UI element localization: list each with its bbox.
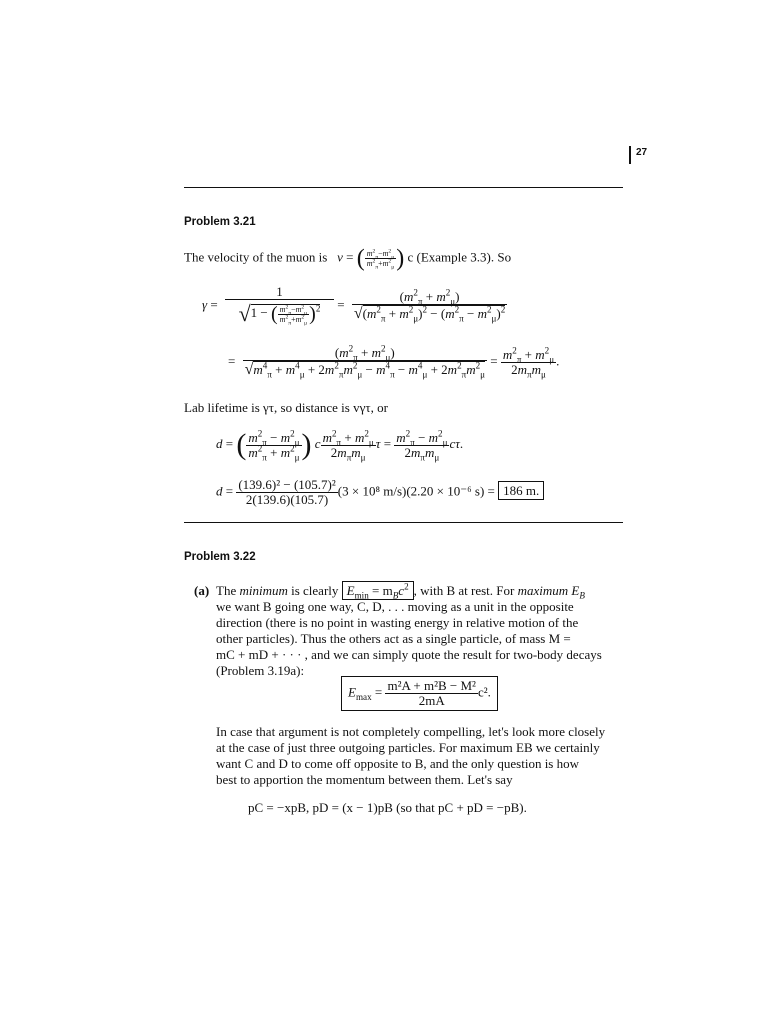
emin-box: $E_{min} = m_Bc^2$ [342, 581, 414, 600]
momentum-equation: pC = −xpB, pD = (x − 1)pB (so that pC + pD = −pB). [248, 800, 527, 815]
numeric-denominator: 2(139.6)(105.7) [245, 492, 329, 507]
paragraph-2-line4: best to apportion the momentum between them. Let's say [216, 772, 513, 787]
middle-rule [184, 522, 623, 523]
velocity-intro: The velocity of the muon is v = ( $\frac{m^2_\pi-m^2_\mu}{m^2_\pi+m^2_\mu}$ ) c (Example 3.3). So [184, 245, 512, 272]
page-number: 27 [629, 146, 647, 164]
numeric-factor: (3 × 10⁸ m/s)(2.20 × 10⁻⁶ s) = [337, 483, 495, 499]
lifetime-text: Lab lifetime is γτ, so distance is vγτ, or [184, 400, 388, 415]
paragraph-1: The minimum is clearly $E_{min} = m_Bc^2$ , with B at rest. For maximum $E_B$ [216, 581, 585, 601]
para1-text-c: is clearly [291, 583, 339, 598]
numeric-numerator: (139.6)² − (105.7)² [238, 477, 336, 492]
emax-denominator: 2mA [418, 693, 445, 708]
problem-title: Problem 3.21 [184, 216, 256, 228]
gamma-equation-line2: = $\frac{(m^2_\pi + m^2_\mu)}{√m^4_\pi + m^4_\mu + 2m^2_\pi m^2_\mu - m^4_\pi - m^4_\mu + 2m^2_\pi m^2_\mu}$ = $\frac{m^2_\pi + m^2_\mu}{2m_\pi m_\mu}$ . [228, 343, 560, 380]
para1-emph-maximum: maximum [517, 583, 569, 598]
emax-subscript: max [355, 692, 372, 703]
numeric-result: d = $\frac{\text{(139.6)² − (105.7)²}}{2(139.6)(105.7)}$ (3 × 10⁸ m/s)(2.20 × 10⁻⁶ s) = 186 m. [216, 478, 544, 507]
velocity-intro-text: The velocity of the muon is [184, 249, 328, 265]
para1-emph-minimum: minimum [239, 583, 288, 598]
emin-symbol: E [346, 583, 355, 598]
para1-text-a: The [216, 583, 237, 598]
velocity-intro-tail: c (Example 3.3). So [407, 249, 512, 265]
emax-box: $E_{max}$ = $\frac{\text{m²A + m²B − M²}}{2mA}$ c². [341, 676, 498, 711]
para1-e-symbol: E [571, 583, 580, 598]
paragraph-1-line4: mC + mD + · · · , and we can simply quote the result for two-body decays [216, 647, 602, 662]
paragraph-1-line1: we want B going one way, C, D, . . . moving as a unit in the opposite [216, 599, 574, 614]
paragraph-1-line3: other particles). Thus the others act as a single particle, of mass M = [216, 631, 571, 646]
paragraph-2-line1: In case that argument is not completely compelling, let's look more closely [216, 724, 606, 739]
distance-formula: d = ( $\frac{m^2_\pi - m^2_\mu}{m^2_\pi + m^2_\mu}$ ) c $\frac{m^2_\pi + m^2_\mu}{2m_\pi m_\mu}$ τ = $\frac{m^2_\pi - m^2_\mu}{2m_\pi m_\mu}$ cτ. [216, 428, 464, 463]
paragraph-2-line2: at the case of just three outgoing particles. For maximum EB we certainly [216, 740, 600, 755]
gamma-equation-line1: γ = 1 √1 − ( $\frac{m^2_\pi-m^2_\mu}{m^2_\pi+m^2_\mu}$ )$^2$ = $\frac{(m^2_\pi + m^2_\mu)}{√(m^2_\pi + m^2_\mu)^2 - (m^2_\pi - m^2_\mu)^2}$ [202, 284, 506, 327]
emin-subscript: min [354, 590, 369, 601]
result-box: 186 m. [498, 481, 544, 500]
emax-numerator: m²A + m²B − M² [387, 678, 476, 693]
para1-text-d: , with B at rest. For [413, 583, 515, 598]
paragraph-1-line5: (Problem 3.19a): [216, 663, 305, 678]
problem-title-2: Problem 3.22 [184, 551, 256, 563]
part-label: (a) [194, 583, 210, 598]
paragraph-1-line2: direction (there is no point in wasting energy in relative motion of the [216, 615, 579, 630]
emin-rhs: = m [372, 583, 393, 598]
paragraph-2-line3: want C and D to come off opposite to B, and the only question is how [216, 756, 579, 771]
emax-symbol: E [348, 684, 356, 700]
top-rule [184, 187, 623, 188]
emax-tail: c². [477, 684, 491, 700]
